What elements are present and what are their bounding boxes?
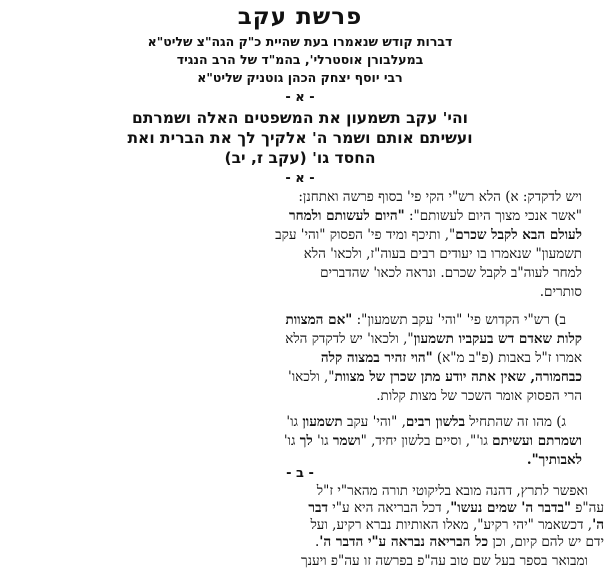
bold-run: קלות שאדם דש בעקביו תשמעון [413,331,582,347]
bold-run: "אם המצוות [285,312,353,328]
text-run: ואפשר לתרץ, דהנה מובא בליקוטי תורה מהאר"י ז"ל [316,483,588,499]
paragraph-line [2,311,582,331]
bold-run: תשמעון [302,414,343,430]
text-run: גו' [312,433,333,449]
text-run: גו' [283,433,300,449]
subsection-marker: - א - [285,171,315,186]
text-run: . [314,534,320,550]
text-run: עה"פ [571,500,604,516]
text-run: , דכשאמר "יהי רקיע", מאלו האותיות נברא רקיע, ועל [310,517,593,533]
bold-run: כל הבריאה נבראה ע"י הדבר ה' [319,534,489,550]
text-run: אמרו ז"ל באבות (פ"ב מ"א) [432,350,582,366]
paragraph-line [0,552,604,572]
text-run: , דכל הבריאה היא ע"י [327,500,451,516]
text-run: תשמעון" שנאמרו בו יעודים רבים בעוה"ז, ולכאו' הלא [303,246,582,262]
bold-run: "הוי זהיר במצוה קלה [320,350,433,366]
text-run: ויש לדקדק: א) הלא רש"י הקי פי' בסוף פרשה ואתחנן: [298,189,582,205]
bold-run: ושמרתם ועשיתם [492,433,582,449]
paragraph-line [2,368,582,388]
paragraph-line [2,245,582,265]
paragraph-line [2,413,582,433]
paragraph-line [0,533,604,553]
text-run: ג) מהו זה שהתחיל [464,414,566,430]
bold-run: "היום לעשותם ולמחר [289,208,405,224]
section-marker: - ב - [286,466,314,481]
credit-line: דברות קודש שנאמרו בעת שהיית כ"ק הגה"צ שליט"א [147,34,453,49]
text-run: ב) רש"י הקדוש פי' "והי' עקב תשמעון": [352,312,566,328]
bold-run: ה' [592,517,604,533]
paragraph-line [2,330,582,350]
page-title: פרשת עקב [237,4,363,30]
verse-headline-line: החסד גו' (עקב ז, יב) [224,149,376,167]
paragraph-line [2,188,582,208]
text-run: הרי הפסוק אומר השכר של מצות קלות. [376,388,582,404]
bold-run: בלשון רבים [405,414,465,430]
text-run: גו'", וסיים בלשון יחיד, " [360,433,493,449]
text-run: ", ותיכף ומיד פי' הפסוק "והי' עקב [275,227,456,243]
text-run: סותרים. [539,284,582,300]
text-run: למחר לעוה"ב לקבל שכרם. ונראה לכאו' שהדברים [320,265,582,281]
verse-headline-line: והי' עקב תשמעון את המשפטים האלה ושמרתם [132,109,468,127]
paragraph-line [2,226,582,246]
bold-run: דבר [308,500,328,516]
verse-headline-line: ועשיתם אותם ושמר ה' אלקיך לך את הברית ואת [127,129,473,147]
paragraph-line [2,387,582,407]
paragraph-line [2,283,582,303]
paragraph-line [2,349,582,369]
paragraph-line [2,432,582,452]
text-run: ידם יש להם קיום, וכן [488,534,604,550]
bold-run: כבחמורה, שאין אתה יודע מתן שכרן של מצוות [334,369,582,385]
bold-run: "בדבר ה' שמים נעשו" [450,500,572,516]
bold-run: ושמר [332,433,361,449]
bold-run: לעולם הבא לקבל שכרם [455,227,582,243]
text-run: "אשר אנכי מצוך היום לעשותם": [404,208,582,224]
text-run: ", ולכאו' [288,369,335,385]
bold-run: לך [299,433,313,449]
paragraph-line [2,207,582,227]
credit-line: רבי יוסף יצחק הכהן גוטניק שליט"א [197,70,403,85]
bold-run: לאבותיך". [526,452,582,468]
paragraph-line [2,264,582,284]
section-marker: - א - [285,90,315,105]
text-run: גו' [286,414,303,430]
text-run: ומבואר בספר בעל שם טוב עה"פ בפרשה זו עה"פ ויענך [300,553,588,569]
text-run: ", ולכאו' יש לדקדק הלא [285,331,414,347]
credit-line: במעלבורן אוסטרלי', בהמ"ד של הרב הנגיד [176,52,424,67]
text-run: , "והי' עקב [342,414,406,430]
